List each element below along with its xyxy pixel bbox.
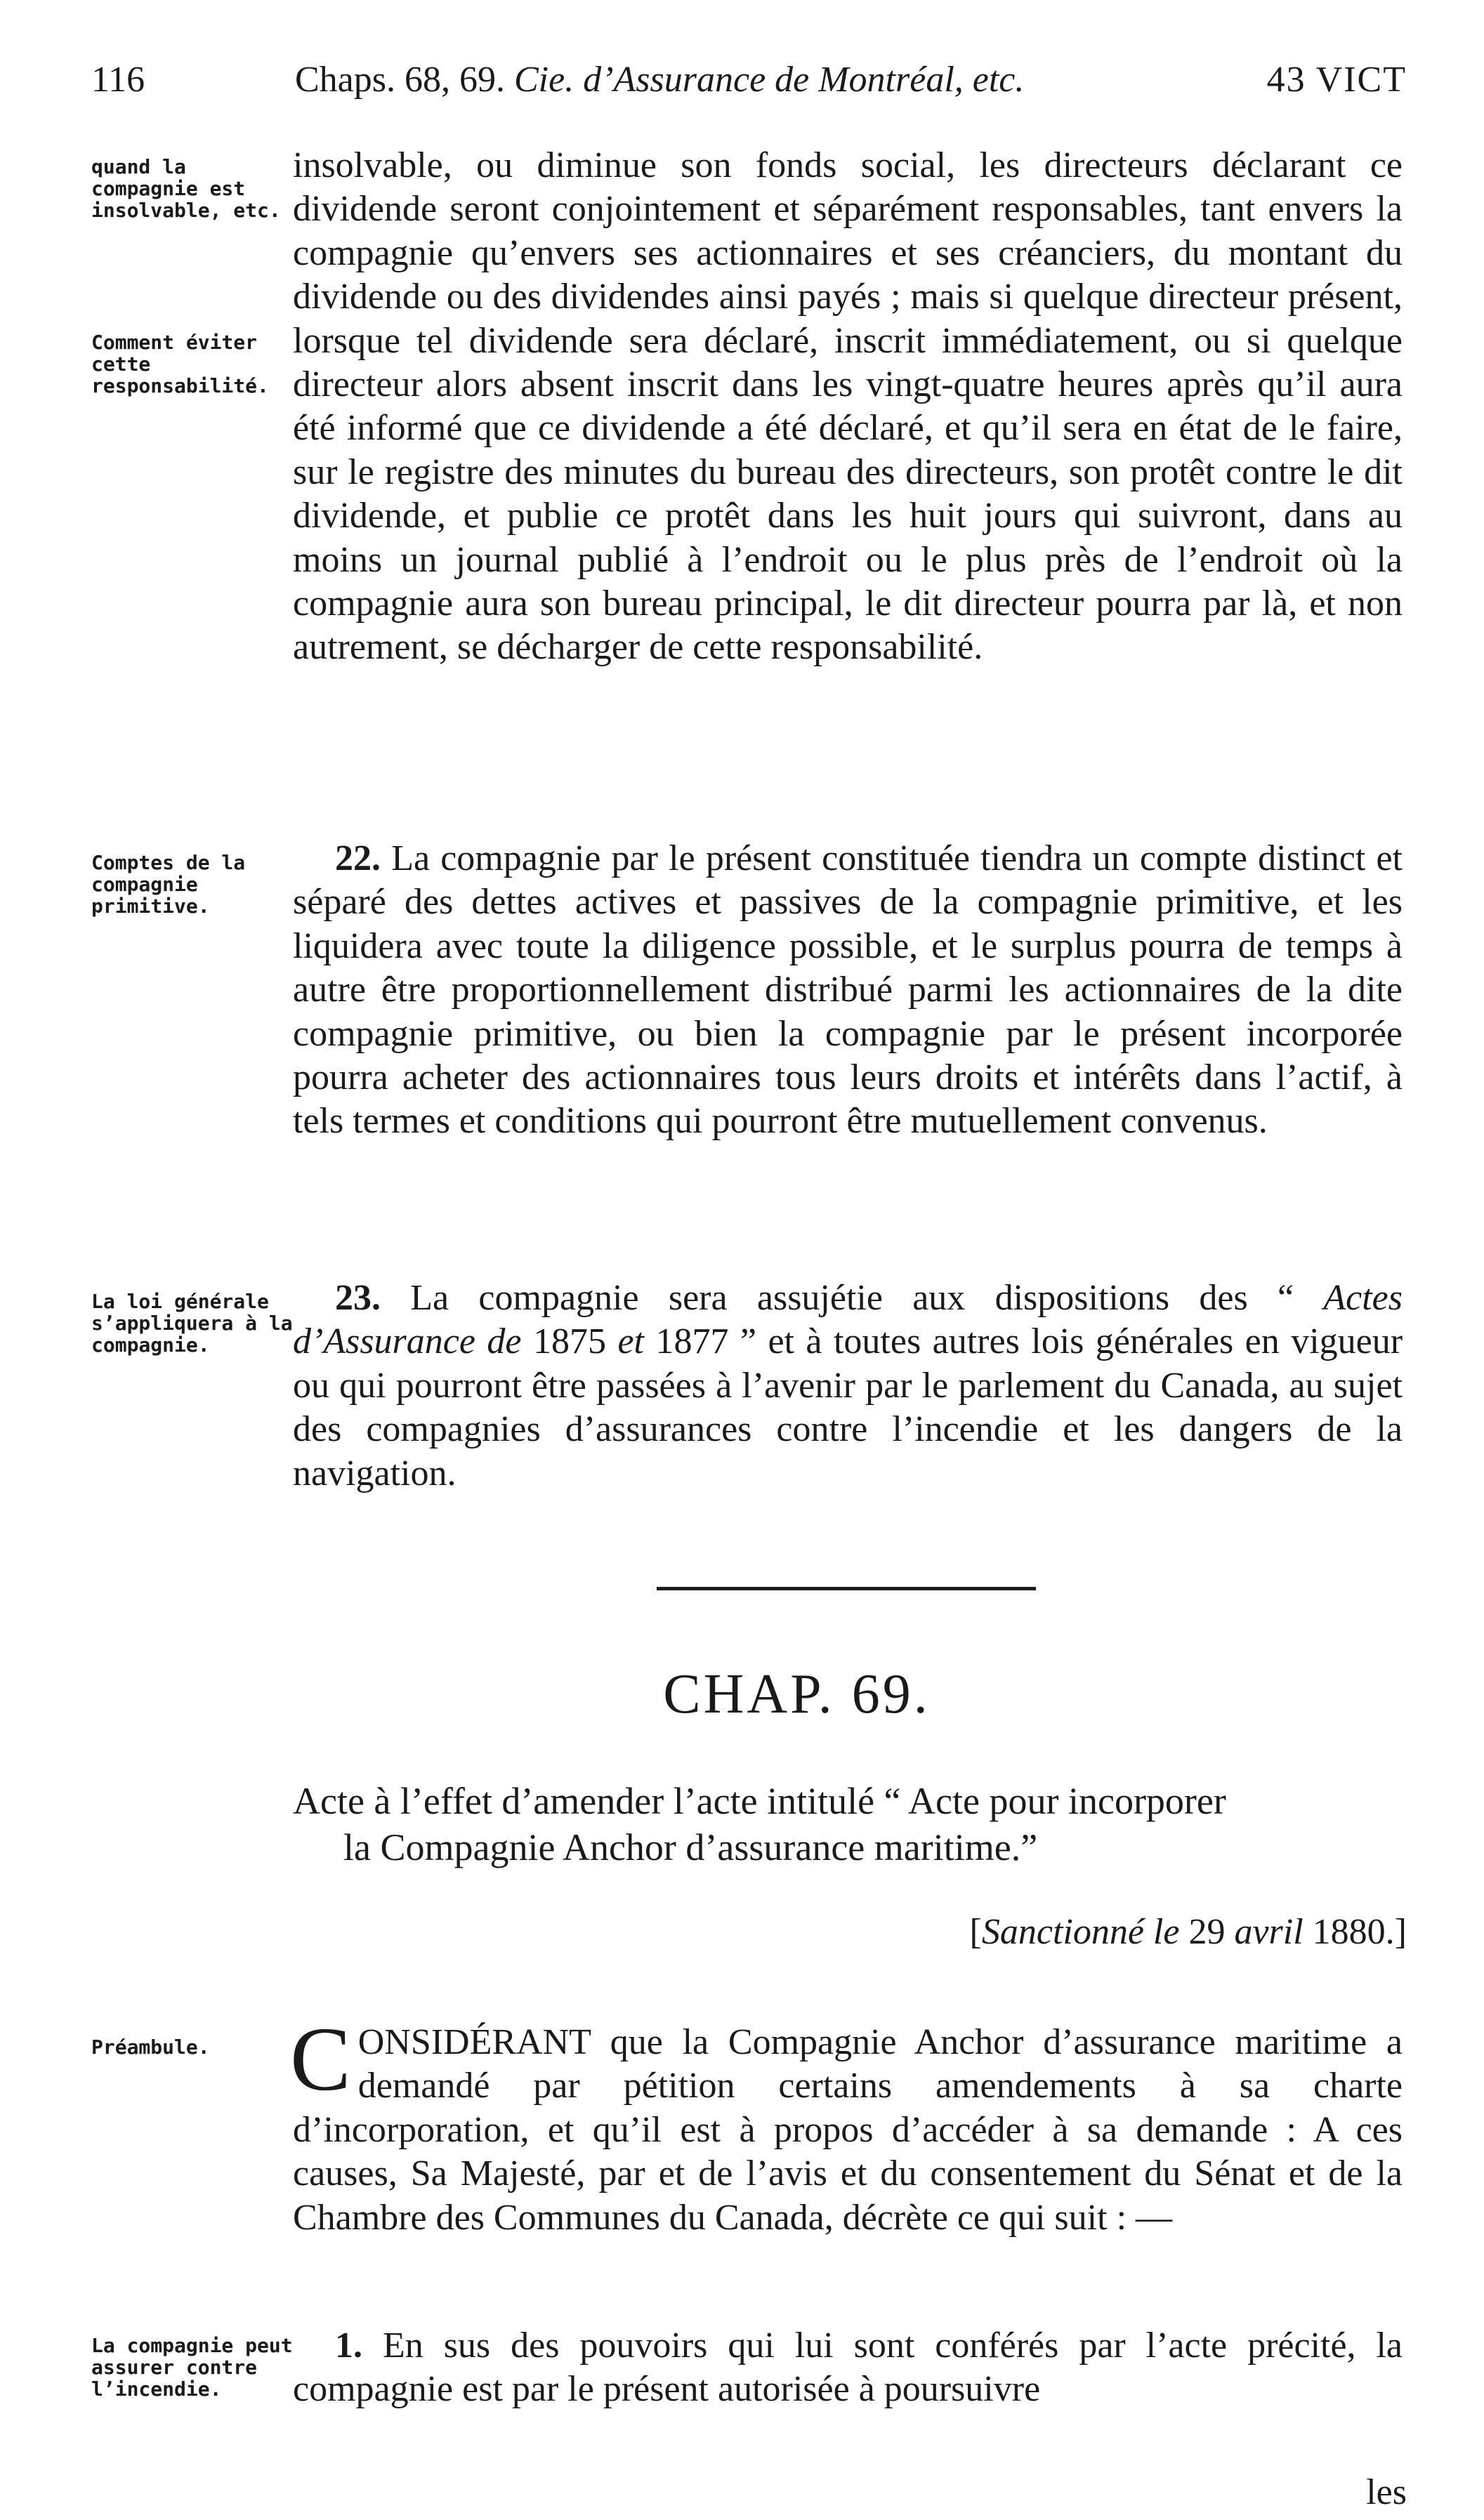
preamble-first-word: ONSIDÉRANT	[357, 2022, 591, 2062]
margin-note-insolvable: quand la compagnie est insolvable, etc.	[91, 155, 281, 222]
margin-note-eviter: Comment éviter cette responsabilité.	[91, 331, 269, 397]
sanction-month: avril	[1234, 1912, 1304, 1952]
margin-note-preambule: Préambule.	[91, 2036, 210, 2059]
sanction-year: 1880.	[1312, 1912, 1395, 1952]
sanction-label: Sanctionné le	[981, 1912, 1180, 1952]
section-23-year1: 1875	[532, 1321, 606, 1362]
preamble-dropcap: C	[290, 2009, 351, 2110]
section-23-year2: 1877	[655, 1321, 729, 1362]
paragraph-insolvable	[293, 144, 1403, 670]
margin-note-loi-generale: La loi générale s’appliquera à la compagnie.	[91, 1290, 293, 1357]
preamble	[290, 2009, 1403, 2240]
running-title-text: Cie. d’Assurance de Montréal, etc.	[514, 60, 1025, 100]
section-22	[293, 837, 1403, 1144]
section-1-number: 1.	[335, 2326, 362, 2366]
chapter-title	[293, 1778, 1403, 1871]
running-title	[295, 59, 1024, 100]
catchword: les	[1366, 2472, 1407, 2512]
preamble-text: que la Compagnie Anchor d’assurance maritime a demandé par pétition certains amendements à sa charte d’incorporation, et qu’il est à propos d’accéder à sa demande : A ces causes, Sa Majesté, par et de l’avis et du consentement du Sénat et de la Chambre des Communes du Canada, décrète ce qui suit : —	[293, 2022, 1403, 2238]
section-23-text-before: La compagnie sera assujétie aux dispositions des “	[410, 1278, 1294, 1318]
chapter-heading-text: CHAP. 69.	[663, 1663, 931, 1725]
chapter-title-line1: Acte à l’effet d’amender l’acte intitulé “ Acte pour incorporer	[293, 1780, 1226, 1822]
section-23-text-after: ” et à toutes autres lois générales en vigueur ou qui pourront être passées à l’avenir par le parlement du Canada, au sujet des compagnies d’assurances contre l’incendie et les dangers de la navigation.	[293, 1321, 1403, 1493]
section-23-number: 23.	[335, 1278, 381, 1318]
paragraph-insolvable-text: insolvable, ou diminue son fonds social, les directeurs déclarant ce dividende seront conjointement et séparément responsables, tant envers la compagnie qu’envers ses actionnaires et ses créanciers, du montant du dividende ou des dividendes ainsi payés ; mais si quelque directeur présent, lorsque tel dividende sera déclaré, inscrit immédiatement, ou si quelque directeur alors absent inscrit dans les vingt-quatre heures après qu’il aura été informé que ce dividende a été déclaré, et qu’il sera en état de le faire, sur le registre des minutes du bureau des directeurs, son protêt contre le dit dividende, et publie ce protêt dans les huit jours qui suivront, dans au moins un journal publié à l’endroit ou le plus près de l’endroit où la compagnie aura son bureau principal, le dit directeur pourra par là, et non autrement, se décharger de cette responsabilité.	[293, 145, 1403, 668]
margin-note-incendie: La compagnie peut assurer contre l’incendie.	[91, 2334, 293, 2401]
sanction-day: 29	[1188, 1912, 1226, 1952]
section-22-text: La compagnie par le présent constituée tiendra un compte distinct et séparé des dettes actives et passives de la compagnie primitive, et les liquidera avec toute la diligence possible, et le surplus pourra de temps à autre être proportionnellement distribué parmi les actionnaires de la dite compagnie primitive, ou bien la compagnie par le présent incorporée pourra acheter des actionnaires tous leurs droits et intérêts dans l’actif, à tels termes et conditions qui pourront être mutuellement convenus.	[293, 838, 1403, 1142]
chapter-refs: Chaps. 68, 69.	[295, 60, 505, 100]
section-divider	[657, 1587, 1036, 1590]
section-1-text: En sus des pouvoirs qui lui sont conférés par l’acte précité, la compagnie est par le présent autorisée à poursuivre	[293, 2326, 1403, 2410]
chapter-heading	[0, 1663, 1484, 1727]
sanction-date: [Sanctionné le 29 avril 1880.]	[969, 1912, 1407, 1952]
page-number: 116	[91, 60, 145, 100]
section-23	[293, 1277, 1403, 1496]
section-22-number: 22.	[335, 838, 381, 878]
regnal-year: 43 VICT	[1266, 60, 1407, 100]
section-23-acts: Actes d’Assurance de	[293, 1278, 1403, 1362]
margin-note-comptes: Comptes de la compagnie primitive.	[91, 851, 246, 918]
running-header	[91, 59, 1407, 108]
section-1	[293, 2324, 1403, 2412]
chapter-title-line2: la Compagnie Anchor d’assurance maritime.”	[343, 1826, 1038, 1868]
section-23-et: et	[617, 1321, 644, 1362]
